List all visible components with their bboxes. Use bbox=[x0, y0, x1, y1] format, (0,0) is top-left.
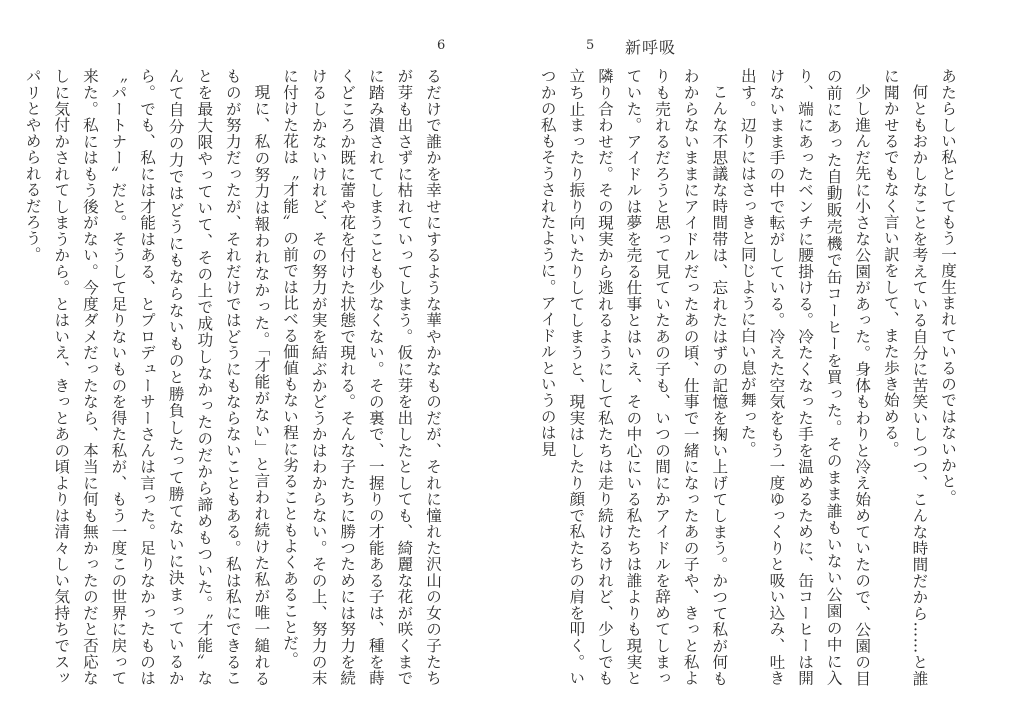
right-page bbox=[512, 0, 1024, 721]
paragraph: るだけで誰かを幸せにするような華やかなものだが、それに憧れた沢山の女の子たちが芽も出さずに枯れていってしまう。仮に芽を出したとしても、綺麗な花が咲くまでに踏み潰されてしまうことも少なくない。その裏で、一握りの才能ある子は、種を蒔くどころか既に蕾や花を付けた状態で現れる。そんな子たちに勝つためには努力を続けるしかないけれど、その努力が実を結ぶかどうかはわからない。その上、努力の末に付けた花は〝才能〟の前では比べる価値もない程に劣ることもよくあることだ。 bbox=[281, 68, 442, 686]
paragraph: 現に、私の努力は報われなかった。「才能がない」と言われ続けた私が唯一縋れるものが努力だったが、それだけではどうにもならないこともある。私は私にできることを最大限やっていて、その上で成功しなかったのだから諦めもついた。〝才能〟なんて自分の力ではどうにもならないものと勝負したって勝てないに決まっているから。でも、私には才能はある、とプロデューサーさんは言った。足りなかったものは〝パートナー〟だと。そうして足りないものを得た私が、もう一度この世界に戻って来た。私にはもう後がない。今度ダメだったなら、本当に何も無かったのだと否応なしに気付かされてしまうから。とはいえ、きっとあの頃よりは清々しい気持ちでスッパリとやめられるだろう。 bbox=[23, 68, 271, 686]
page-number: 5 bbox=[586, 38, 595, 53]
paragraph: 少し進んだ先に小さな公園があった。身体もわりと冷え始めていたので、公園の目の前にあった自動販売機で缶コーヒーを買った。そのまま誰もいない公園の中に入り、端にあったベンチに腰掛ける。冷たくなった手を温めるために、缶コーヒーは開けないまま手の中で転がしている。冷えた空気をもう一度ゆっくりと吸い込み、吐き出す。辺りにはさっきと同じように白い息が舞った。 bbox=[738, 68, 872, 686]
body-text bbox=[533, 68, 962, 686]
paragraph: 何ともおかしなことを考えている自分に苦笑いしつつ、こんな時間だから……と誰に聞かせるでもなく言い訳をして、また歩き始める。 bbox=[881, 68, 929, 686]
body-text bbox=[18, 68, 447, 686]
paragraph: こんな不思議な時間帯は、忘れたはずの記憶を掬い上げてしまう。かつて私が何もわからないままにアイドルだったあの頃、仕事で一緒になったあの子や、きっと私よりも売れるだろうと思って見ていたあの子も、いつの間にかアイドルを辞めてしまっていた。アイドルは夢を売る仕事とはいえ、その中心にいる私たちは誰よりも現実と隣り合わせだ。その現実から逃れるようにして私たちは走り続けるけれど、少しでも立ち止まったり振り向いたりしてしまうと、現実はしたり顔で私たちの肩を叩く。いつかの私もそうされたように。アイドルというのは見 bbox=[538, 68, 729, 686]
chapter-title: 新呼吸 bbox=[625, 38, 677, 57]
page-number: 6 bbox=[437, 38, 446, 53]
paragraph: あたらしい私としてもう一度生まれているのではないかと。 bbox=[939, 68, 957, 506]
